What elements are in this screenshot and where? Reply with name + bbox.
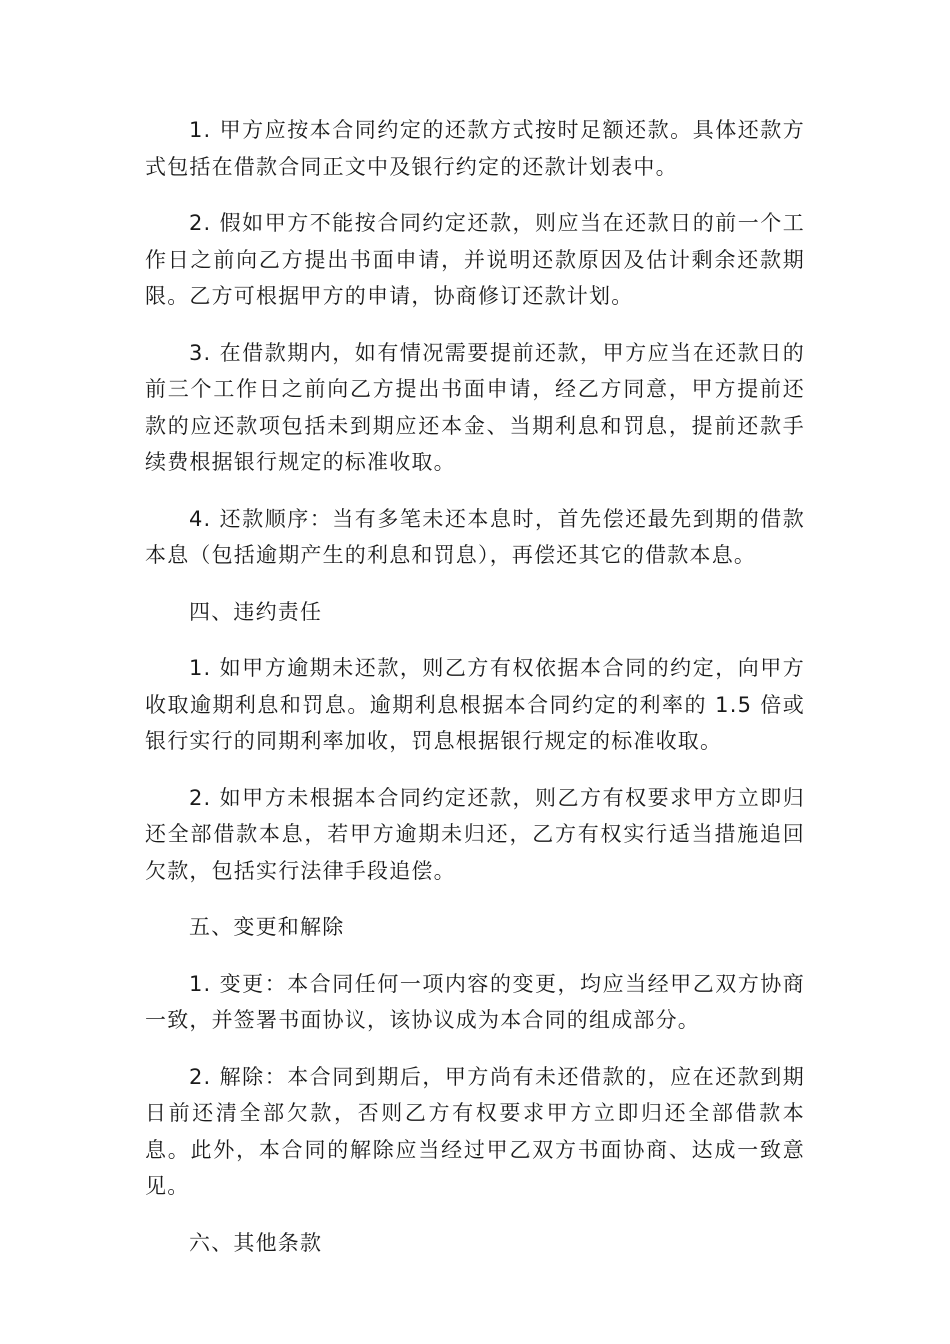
- clause-repayment-order: 4. 还款顺序：当有多笔未还本息时，首先偿还最先到期的借款本息（包括逾期产生的利息和罚息），再偿还其它的借款本息。: [145, 506, 805, 567]
- clause-repayment-delay: 2. 假如甲方不能按合同约定还款，则应当在还款日的前一个工作日之前向乙方提出书面申请，并说明还款原因及估计剩余还款期限。乙方可根据甲方的申请，协商修订还款计划。: [145, 211, 805, 308]
- section-heading-change-termination: 五、变更和解除: [189, 915, 345, 939]
- document-body: [145, 112, 805, 1281]
- section-heading-other-terms: 六、其他条款: [189, 1230, 323, 1255]
- clause-change: 1. 变更：本合同任何一项内容的变更，均应当经甲乙双方协商一致，并签署书面协议，该协议成为本合同的组成部分。: [145, 971, 805, 1032]
- clause-termination: 2. 解除：本合同到期后，甲方尚有未还借款的，应在还款到期日前还清全部欠款，否则乙方有权要求甲方立即归还全部借款本息。此外，本合同的解除应当经过甲乙双方书面协商、达成一致意见。: [145, 1064, 805, 1198]
- clause-overdue-interest: 1. 如甲方逾期未还款，则乙方有权依据本合同的约定，向甲方收取逾期利息和罚息。逾期利息根据本合同约定的利率的 1.5 倍或银行实行的同期利率加收，罚息根据银行规定的标准收取。: [145, 656, 805, 753]
- section-heading-breach: 四、违约责任: [189, 599, 323, 624]
- clause-repayment-method: 1. 甲方应按本合同约定的还款方式按时足额还款。具体还款方式包括在借款合同正文中及银行约定的还款计划表中。: [145, 118, 805, 179]
- clause-early-repayment: 3. 在借款期内，如有情况需要提前还款，甲方应当在还款日的前三个工作日之前向乙方提出书面申请，经乙方同意，甲方提前还款的应还款项包括未到期应还本金、当期利息和罚息，提前还款手续费根据银行规定的标准收取。: [145, 340, 805, 474]
- clause-recovery: 2. 如甲方未根据本合同约定还款，则乙方有权要求甲方立即归还全部借款本息，若甲方逾期未归还，乙方有权实行适当措施追回欠款，包括实行法律手段追偿。: [145, 785, 805, 883]
